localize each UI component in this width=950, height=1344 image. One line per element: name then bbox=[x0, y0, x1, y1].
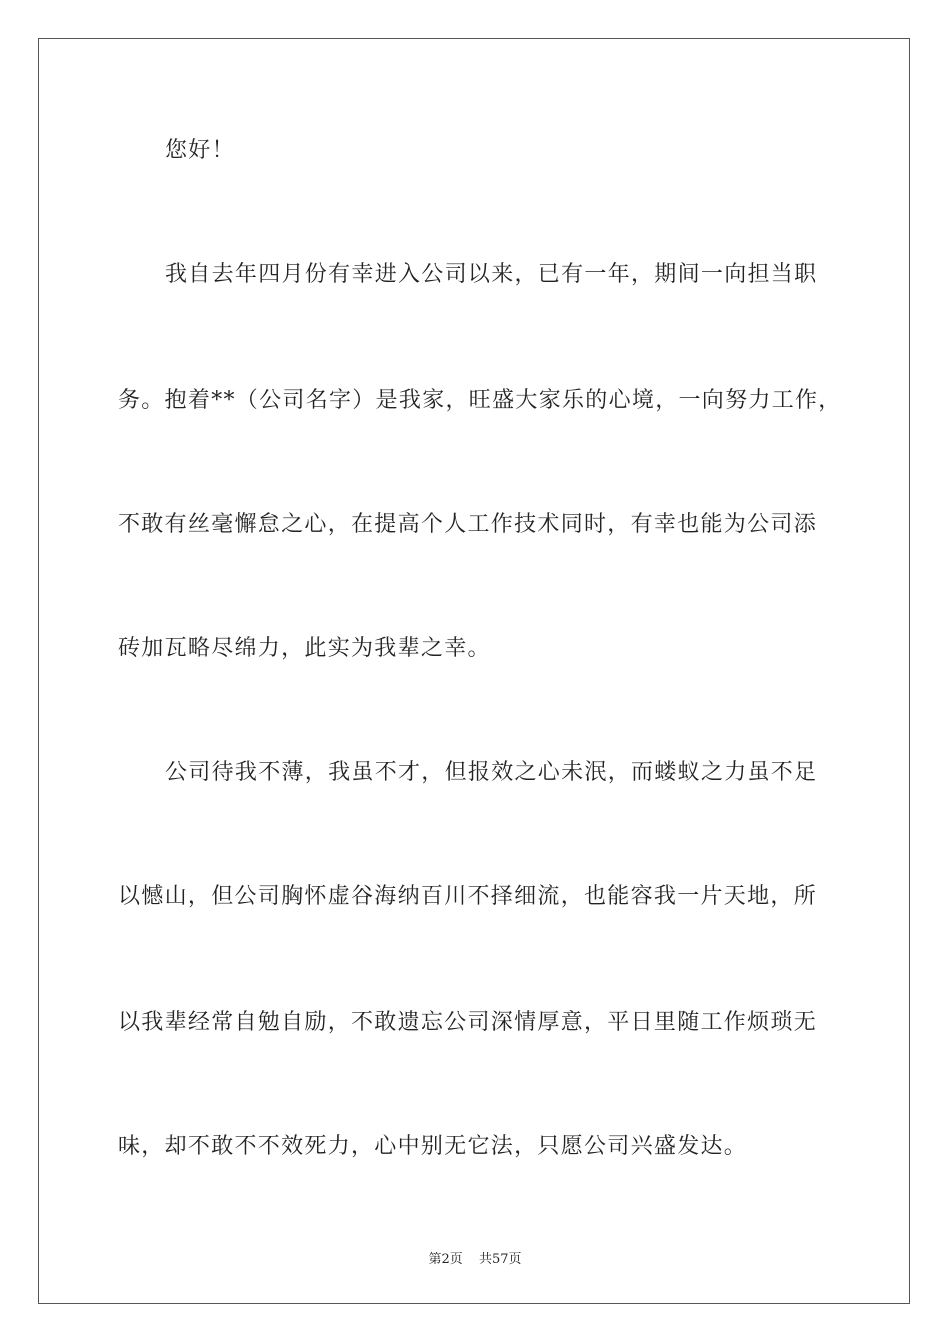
paragraph-1-line-4: 砖加瓦略尽绵力，此实为我辈之幸。 bbox=[118, 636, 491, 661]
page-number-current: 第2页 bbox=[428, 1252, 463, 1267]
paragraph-2-line-2: 以憾山，但公司胸怀虚谷海纳百川不择细流，也能容我一片天地，所 bbox=[118, 884, 818, 909]
paragraph-2-line-3: 以我辈经常自勉自励，不敢遗忘公司深情厚意，平日里随工作烦琐无 bbox=[118, 1010, 818, 1035]
paragraph-1-line-3: 不敢有丝毫懈怠之心，在提高个人工作技术同时，有幸也能为公司添 bbox=[118, 512, 818, 537]
page-border bbox=[38, 38, 910, 1304]
page-footer bbox=[0, 1248, 950, 1267]
page-number-total: 共57页 bbox=[478, 1252, 522, 1267]
paragraph-2-line-1: 公司待我不薄，我虽不才，但报效之心未泯，而蝼蚁之力虽不足 bbox=[165, 760, 818, 785]
paragraph-1-line-2: 务。抱着**（公司名字）是我家，旺盛大家乐的心境，一向努力工作， bbox=[118, 388, 842, 413]
paragraph-2-line-4: 味，却不敢不不效死力，心中别无它法，只愿公司兴盛发达。 bbox=[118, 1134, 748, 1159]
greeting-line: 您好！ bbox=[165, 138, 235, 163]
paragraph-1-line-1: 我自去年四月份有幸进入公司以来，已有一年，期间一向担当职 bbox=[165, 262, 818, 287]
